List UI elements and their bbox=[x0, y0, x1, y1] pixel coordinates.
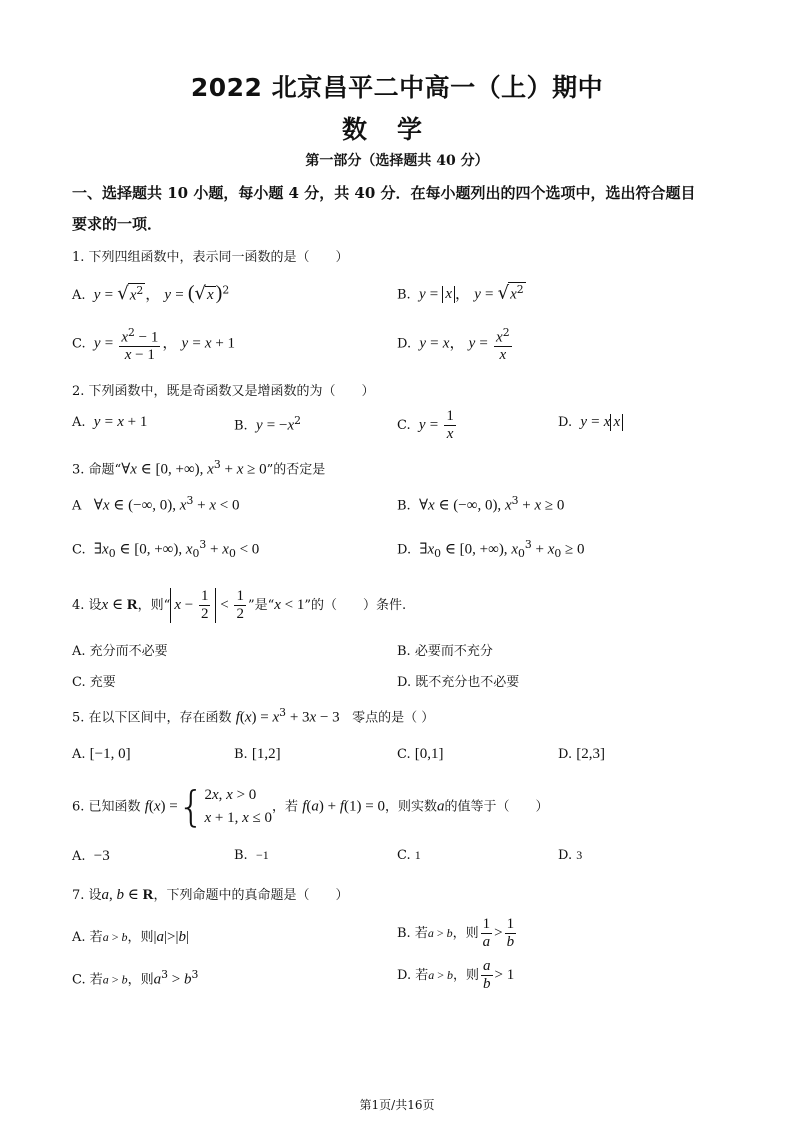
q5-option-c: C. [0,1] bbox=[397, 746, 444, 762]
q6-option-c: C. 1 bbox=[397, 848, 421, 863]
q4-option-b: B. 必要而不充分 bbox=[397, 644, 493, 659]
question-6-stem: 6. 已知函数 f(x) ={ 2x, x > 0 x + 1, x ≤ 0 ，若 f(a) + f(1) = 0，则实数a的值等于（ ） bbox=[72, 782, 549, 831]
q7-option-b: B. 若a > b，则 $\frac{1}{a}$ > $\frac{1}{b}$ bbox=[397, 916, 515, 950]
page-footer: 第1页/共16页 bbox=[359, 1098, 435, 1112]
q2-option-d: D. y = x x bbox=[558, 414, 623, 431]
q7-option-a: A. 若a > b，则|a|>|b| bbox=[72, 929, 189, 945]
q1-option-b: B. y = x ， $y = √x^2$ bbox=[397, 282, 524, 304]
part-heading: 第一部分（选择题共 40 分） bbox=[305, 153, 489, 169]
q5-option-b: B. [1,2] bbox=[234, 746, 281, 762]
section-instructions bbox=[72, 178, 722, 240]
question-7-stem: 7. 设a, b ∈ R，下列命题中的真命题是（ ） bbox=[72, 887, 349, 903]
question-5-stem: 5. 在以下区间中，存在函数 $f(x) = x^3 + 3x - 3$ 零点的是（ ） bbox=[72, 706, 435, 726]
q2-option-b: B. $y = -x^2$ bbox=[234, 414, 301, 434]
q7-option-c: C. 若a > b，则$a^3 > b^3$ bbox=[72, 968, 199, 988]
q6-option-a: A. −3 bbox=[72, 848, 110, 864]
q3-option-c: C. $\exists x_0$ ∈ [0, +∞), $x_0^3 + x_0 < 0$ bbox=[72, 538, 260, 560]
q1-option-d: D. y = x， y = $\frac{x^2}{x}$ bbox=[397, 326, 510, 364]
question-1-stem: 1. 下列四组函数中，表示同一函数的是（ ） bbox=[72, 250, 349, 265]
q7-option-d: D. 若a > b，则 $\frac{a}{b}$ > 1 bbox=[397, 958, 515, 992]
question-2-stem: 2. 下列函数中，既是奇函数又是增函数的为（ ） bbox=[72, 384, 375, 399]
exam-title: 2022 北京昌平二中高一（上）期中 bbox=[190, 73, 604, 102]
q3-option-a: A ∀x ∈ (−∞, 0), $x^3 + x < 0$ bbox=[72, 494, 240, 514]
q3-option-d: D. $\exists x_0$ ∈ [0, +∞), $x_0^3 + x_0 \ge 0$ bbox=[397, 538, 585, 560]
question-4-stem: 4. 设x ∈ R，则“ x − $\frac{1}{2}$ < $\frac{1}{2}$ ”是“x < 1”的（ ）条件. bbox=[72, 588, 407, 622]
section-line-2: 要求的一项． bbox=[72, 215, 163, 233]
q4-option-a: A. 充分而不必要 bbox=[72, 644, 168, 659]
q5-option-d: D. [2,3] bbox=[558, 746, 605, 762]
q3-option-b: B. ∀x ∈ (−∞, 0), $x^3 + x \ge 0$ bbox=[397, 494, 565, 514]
q6-option-d: D. 3 bbox=[558, 848, 583, 863]
q2-option-c: C. y = $\frac{1}{x}$ bbox=[397, 408, 454, 442]
q4-option-c: C. 充要 bbox=[72, 675, 116, 690]
q1-option-c: C. y = $\frac{x^2 - 1}{x - 1}$ ， y = x + 1 bbox=[72, 326, 236, 364]
subject-title: 数学 bbox=[341, 115, 452, 144]
q1-option-a: A. $y = √x^2$ ， y = (√x )$^2$ bbox=[72, 282, 230, 304]
q2-option-a: A. y = x + 1 bbox=[72, 414, 148, 430]
q5-option-a: A. [−1, 0] bbox=[72, 746, 131, 762]
q6-option-b: B. −1 bbox=[234, 848, 269, 863]
section-line-1: 一、选择题共 10 小题，每小题 4 分，共 40 分．在每小题列出的四个选项中，选出符合题目 bbox=[72, 184, 696, 202]
q4-option-d: D. 既不充分也不必要 bbox=[397, 675, 520, 690]
question-3-stem: 3. 命题“∀x ∈ [0, +∞), $x^3 + x \ge 0$”的否定是 bbox=[72, 458, 326, 478]
